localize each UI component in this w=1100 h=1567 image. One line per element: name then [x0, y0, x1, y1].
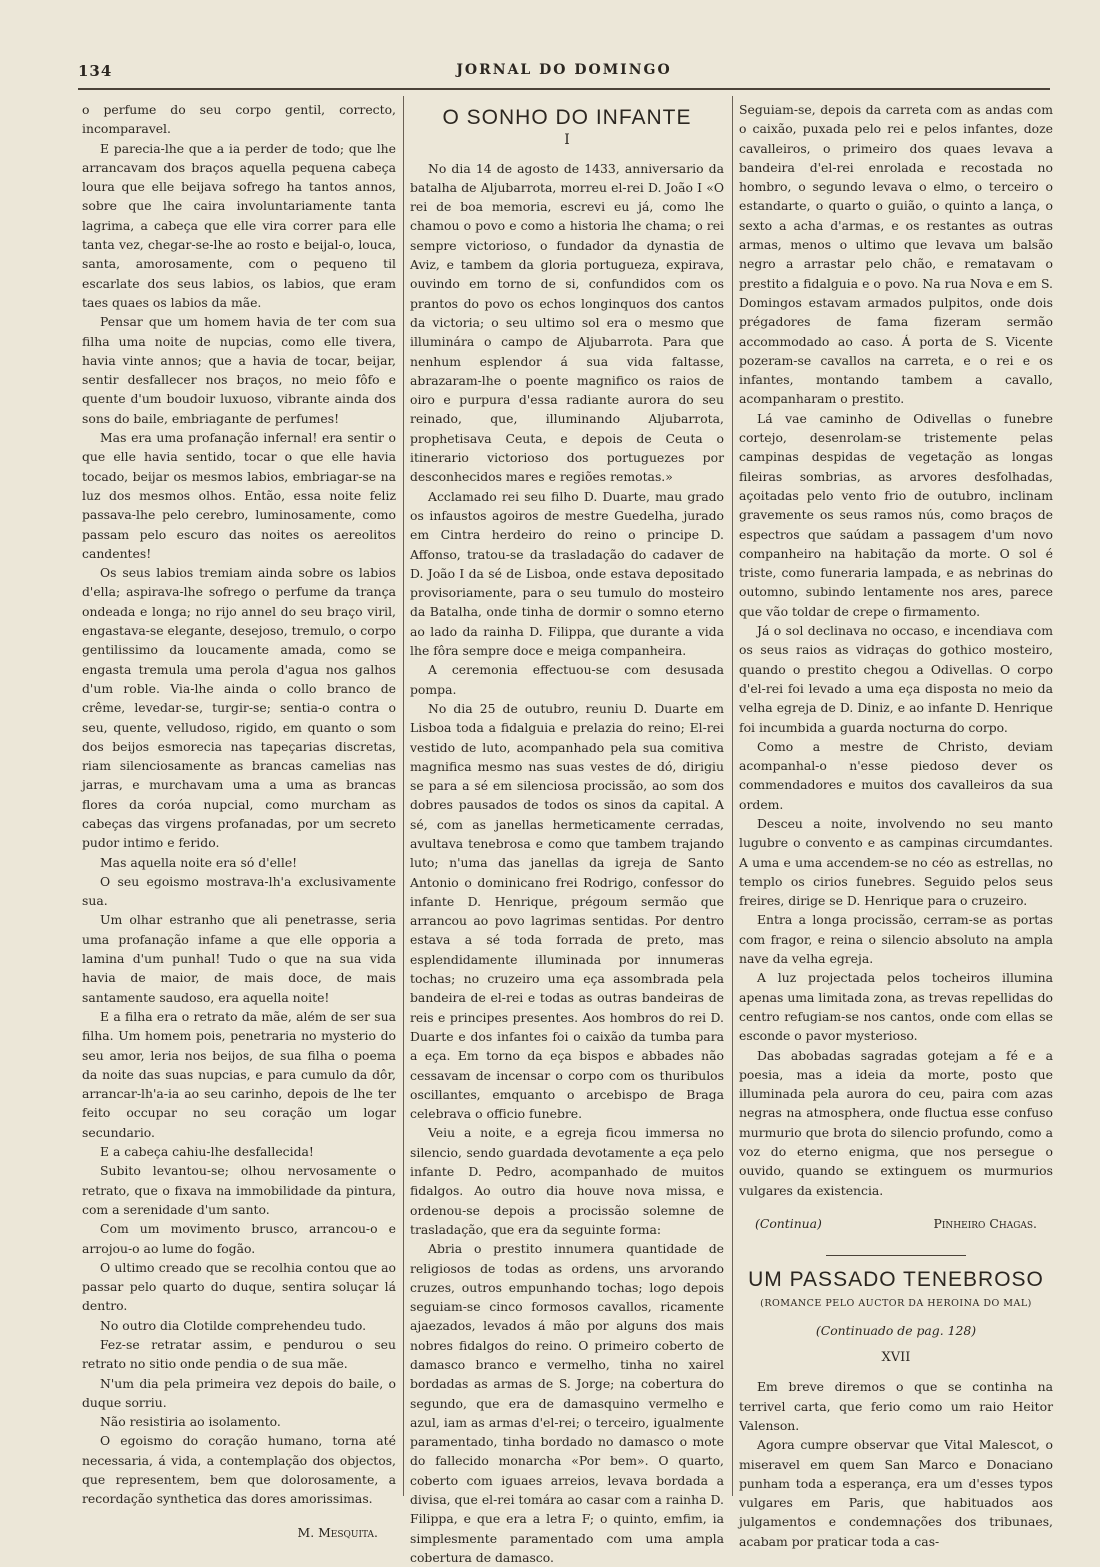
page-header: [78, 62, 1050, 86]
col1-paragraph: E a cabeça cahiu-lhe desfallecida!: [100, 1144, 314, 1160]
article-part-number: I: [564, 132, 570, 149]
column-divider-1: [403, 96, 404, 1496]
col1-text: [82, 100, 396, 1509]
col2-paragraph: No dia 14 de agosto de 1433, anniversario da batalha de Aljubarrota, morreu el-rei D. João I «O rei de boa memoria, escrevi eu já, como lhe chamou o povo e como a historia lhe chama; o rei sempre victorioso, o fundador da dynastia de Aviz, e tambem da gloria portugueza, expirava, ouvindo em torno de si, confundidos com os prantos do povo os echos longinquos dos cantos da victoria; o seu ultimo sol era o mesmo que illuminára o campo de Aljubarrota. Para que nenhum esplendor á sua vida faltasse, abrazaram-lhe o poente magnifico os raios de oiro e purpura d'essa radiante aurora do seu reinado, que, illuminando Aljubarrota, prophetisava Ceuta, e depois de Ceuta o itinerario victorioso dos portuguezes por desconhecidos mares e regiões remotas.»: [410, 160, 724, 485]
col1-paragraph: Com um movimento brusco, arrancou-o e arrojou-o ao lume do fogão.: [82, 1221, 396, 1256]
col1-paragraph: Pensar que um homem havia de ter com sua filha uma noite de nupcias, como elle tivera, havia vinte annos; que a havia de tocar, beijar, sentir desfallecer nos braços, no meio fôfo e quente d'um boudoir luxuoso, vibrante ainda dos sons do baile, embriagante de perfumes!: [82, 314, 396, 426]
col3-paragraph: Como a mestre de Christo, deviam acompanhal-o n'esse piedoso dever os commendadores e muitos dos cavalleiros da sua ordem.: [739, 738, 1053, 812]
col1-paragraph: E parecia-lhe que a ia perder de todo; que lhe arrancavam dos braços aquella pequena cabeça loura que elle beijava sofrego ha tantos annos, sobre que lhe caira involuntariamente tanta lagrima, a cabeça que elle vira correr para elle tanta vez, chegar-se-lhe ao rosto e beijal-o, louca, santa, amorosamente, com o pequeno til escarlate dos seus labios, os labios, que eram taes quaes os labios da mãe.: [82, 140, 396, 310]
col1-paragraph: N'um dia pela primeira vez depois do baile, o duque sorriu.: [82, 1375, 396, 1410]
journal-title: JORNAL DO DOMINGO: [456, 62, 672, 78]
article2-title: UM PASSADO TENEBROSO: [748, 1268, 1044, 1292]
article-title: O SONHO DO INFANTE: [442, 106, 692, 129]
column-divider-2: [732, 96, 733, 1496]
col3-paragraph: Entra a longa procissão, cerram-se as portas com fragor, e reina o silencio absoluto na ampla nave da velha egreja.: [739, 912, 1053, 967]
col1-paragraph: Mas aquella noite era só d'elle!: [100, 854, 298, 870]
col3-paragraph: A luz projectada pelos tocheiros illumina apenas uma limitada zona, as trevas repellidas do centro refugiam-se nos cantos, onde com ellas se esconde o pavor mysterioso.: [739, 970, 1053, 1044]
col1-paragraph: No outro dia Clotilde comprehendeu tudo.: [100, 1317, 367, 1333]
article2-continued-note: (Continuado de pag. 128): [815, 1322, 977, 1338]
col1-paragraph: E a filha era o retrato da mãe, além de ser sua filha. Um homem pois, penetraria no mysterio do seu amor, leria nos beijos, de sua filha o poema da noite das suas nupcias, e para cumulo da dôr, arrancar-lh'a-ia ao seu carinho, depois de lhe ter feito occupar no seu coração um logar secundario.: [82, 1008, 396, 1140]
page-number: 134: [78, 62, 113, 80]
col3-paragraph: Desceu a noite, involvendo no seu manto lugubre o convento e as campinas circumdantes. A uma e uma accendem-se no céo as estrellas, no templo os cirios funebres. Seguido pelos seus freires, dirige se D. Henrique para o cruzeiro.: [739, 815, 1053, 909]
col3-article2-paragraph: Agora cumpre observar que Vital Malescot, o miseravel em quem San Marco e Donaciano punham toda a esperança, era um d'esses typos vulgares em Paris, que habituados aos julgamentos e condemnações dos tribunaes, acabam por praticar toda a cas-: [739, 1437, 1053, 1549]
col3-paragraph: Das abobadas sagradas gotejam a fé e a poesia, mas a ideia da morte, posto que illuminada pela aurora do ceu, paira com azas negras na atmosphera, onde fluctua esse confuso murmurio que brota do silencio profundo, como a voz do eterno enigma, que nos persegue o ouvido, quando se extinguem os murmurios vulgares da existencia.: [739, 1047, 1053, 1198]
col3-paragraph: Lá vae caminho de Odivellas o funebre cortejo, desenrolam-se tristemente pelas campinas despidas de vegetação as longas fileiras sombrias, as arvores desfolhadas, açoitadas pelo vento frio de outubro, inclinam gravemente os seus ramos nús, como braços de espectros que saúdam a passagem d'um novo companheiro na habitação da morte. O sol é triste, como funeraria lampada, e as nebrinas do outomno, subindo lentamente nos ares, parece que vão toldar de crepe o firmamento.: [739, 410, 1053, 619]
col1-paragraph: O egoismo do coração humano, torna até necessaria, á vida, a contemplação dos objectos, que representem, bem que dolorosamente, a recordação synthetica das dores amorissimas.: [82, 1433, 396, 1507]
continua-note: (Continua): [755, 1215, 822, 1231]
col2-paragraph: No dia 25 de outubro, reuniu D. Duarte em Lisboa toda a fidalguia e prelazia do reino; El-rei vestido de luto, acompanhado pela sua comitiva magnifica mesmo nas suas vestes de dó, dirigiu se para a sé em silenciosa procissão, ao som dos dobres pausados de todos os sinos da capital. A sé, com as janellas hermeticamente cerradas, avultava tenebrosa e como que tambem trajando luto; n'uma das janellas da igreja de Santo Antonio o dominicano frei Rodrigo, confessor do infante D. Henrique, prégoum sermão que arrancou ao povo lagrimas sentidas. Por dentro estava a sé toda forrada de preto, mas esplendidamente illuminada por innumeras tochas; no cruzeiro uma eça assombrada pela bandeira de el-rei e todas as outras bandeiras de reis e principes presentes. Aos hombros do rei D. Duarte e dos infantes foi o caixão da tumba para a eça. Em torno da eça bispos e abbades não cessavam de incensar o corpo com os thuribulos oscillantes, emquanto o arcebispo de Braga celebrava o officio funebre.: [410, 700, 724, 1122]
col1-paragraph: Fez-se retratar assim, e pendurou o seu retrato no sitio onde pendia o de sua mãe.: [82, 1337, 396, 1372]
col1-paragraph: Não resistiria ao isolamento.: [100, 1414, 281, 1430]
col1-paragraph: o perfume do seu corpo gentil, correcto, incomparavel.: [82, 102, 396, 137]
col1-paragraph: Os seus labios tremiam ainda sobre os labios d'ella; aspirava-lhe sofrego o perfume da trança ondeada e longa; no rijo annel do seu braço viril, engastava-se elegante, desejoso, tremulo, o corpo gentilissimo da loucamente amada, como se engasta tremula uma perola d'agua nos galhos d'um roble. Via-lhe ainda o collo branco de crême, levedar-se, turgir-se; sentia-o contra o seu, quente, velludoso, rigido, em quanto o som dos beijos esmorecia nas tapeçarias discretas, riam silenciosamente as brancas camelias nas jarras, e murchavam uma a uma as brancas flores da coróa nupcial, como murcham as cabeças das virgens profanadas, por um secreto pudor intimo e ferido.: [82, 565, 397, 851]
col3-paragraph: Já o sol declinava no occaso, e incendiava com os seus raios as vidraças do gothico mosteiro, quando o prestito chegou a Odivellas. O corpo d'el-rei foi levado a uma eça disposta no meio da velha egreja de D. Diniz, e ao infante D. Henrique foi incumbida a guarda nocturna do corpo.: [739, 623, 1053, 735]
col2-paragraph: Abria o prestito innumera quantidade de religiosos de todas as ordens, uns arvorando cruzes, outros empunhando tochas; logo depois seguiam-se cinco formosos cavallos, ricamente ajaezados, levados á mão por alguns dos mais nobres fidalgos do reino. O primeiro coberto de damasco branco e vermelho, tinha no xairel bordadas as armas de S. Jorge; na cobertura do segundo, que era de damasquino vermelho e azul, iam as armas d'el-rei; o terceiro, igualmente paramentado, tinha bordado no damasco o mote do fallecido monarcha «Por bem». O quarto, coberto com iguaes arreios, levava bordada a divisa, que el-rei tomára ao casar com a rainha D. Filippa, e que era a letra F; o quinto, emfim, ia simplesmente paramentado com uma ampla cobertura de damasco.: [410, 1241, 724, 1565]
column-2: [410, 100, 724, 1567]
article-signature-row: [739, 1214, 1053, 1233]
col1-signature: M. Mesquita.: [297, 1524, 378, 1540]
col1-paragraph: Subito levantou-se; olhou nervosamente o retrato, que o fixava na immobilidade da pintura, com a serenidade d'um santo.: [82, 1163, 396, 1217]
column-3: [739, 100, 1053, 1551]
col1-paragraph: Um olhar estranho que ali penetrasse, seria uma profanação infame a que elle opporia a lamina d'um punhal! Tudo o que na sua vida havia de maior, de mais doce, de mais santamente saudoso, era aquella noite!: [82, 912, 396, 1005]
col2-paragraph: Veiu a noite, e a egreja ficou immersa no silencio, sendo guardada devotamente a eça pelo infante D. Pedro, acompanhado de muitos fidalgos. Ao outro dia houve nova missa, e ordenou-se depois a procissão solemne de trasladação, que era da seguinte forma:: [410, 1125, 724, 1237]
article2-subtitle: (ROMANCE PELO AUCTOR DA HEROINA DO MAL): [760, 1297, 1032, 1309]
column-1: [82, 100, 396, 1542]
author-name: Pinheiro Chagas.: [933, 1215, 1037, 1231]
article2-chapter: XVII: [881, 1350, 911, 1366]
col1-paragraph: O ultimo creado que se recolhia contou que ao passar pelo quarto do duque, sentira soluçar lá dentro.: [82, 1259, 396, 1314]
header-rule: [78, 88, 1050, 90]
col3-article2-paragraph: Em breve diremos o que se continha na terrivel carta, que ferio como um raio Heitor Valenson.: [739, 1379, 1053, 1433]
col1-paragraph: O seu egoismo mostrava-lh'a exclusivamente sua.: [82, 873, 396, 909]
article-separator: [826, 1255, 966, 1256]
col2-paragraph: Acclamado rei seu filho D. Duarte, mau grado os infaustos agoiros de mestre Guedelha, jurado em Cintra herdeiro do reino o principe D. Affonso, tratou-se da trasladação do cadaver de D. João I da sé de Lisboa, onde estava depositado provisoriamente, para o seu tumulo do mosteiro da Batalha, onde tinha de dormir o somno eterno ao lado da rainha D. Filippa, que durante a vida lhe fôra sempre doce e meiga companheira.: [410, 488, 724, 659]
col3-paragraph: Seguiam-se, depois da carreta com as andas com o caixão, puxada pelo rei e pelos infantes, doze cavalleiros, o primeiro dos quaes levava a bandeira d'el-rei enrolada e recostada no hombro, o segundo levava o elmo, o terceiro o estandarte, o quarto o guião, o quinto a lança, o sexto a acha d'armas, e os restantes as outras armas, menos o ultimo que levava um balsão negro a arrastar pelo chão, e rematavam o prestito a fidalguia e o povo. Na rua Nova e em S. Domingos estavam armados pulpitos, onde dois prégadores de fama fizeram sermão accommodado ao caso. Á porta de S. Vicente pozeram-se cavallos na carreta, e o rei e os infantes, montando tambem a cavallo, acompanharam o prestito.: [739, 102, 1053, 407]
col2-paragraph: A ceremonia effectuou-se com desusada pompa.: [410, 662, 724, 697]
col1-paragraph: Mas era uma profanação infernal! era sentir o que elle havia sentido, tocar o que elle havia tocado, beijar os mesmos labios, embriagar-se na luz dos mesmos olhos. Então, essa noite feliz passava-lhe pelo cerebro, luminosamente, como passam pelo escuro das noites os aereolitos candentes!: [82, 430, 396, 561]
